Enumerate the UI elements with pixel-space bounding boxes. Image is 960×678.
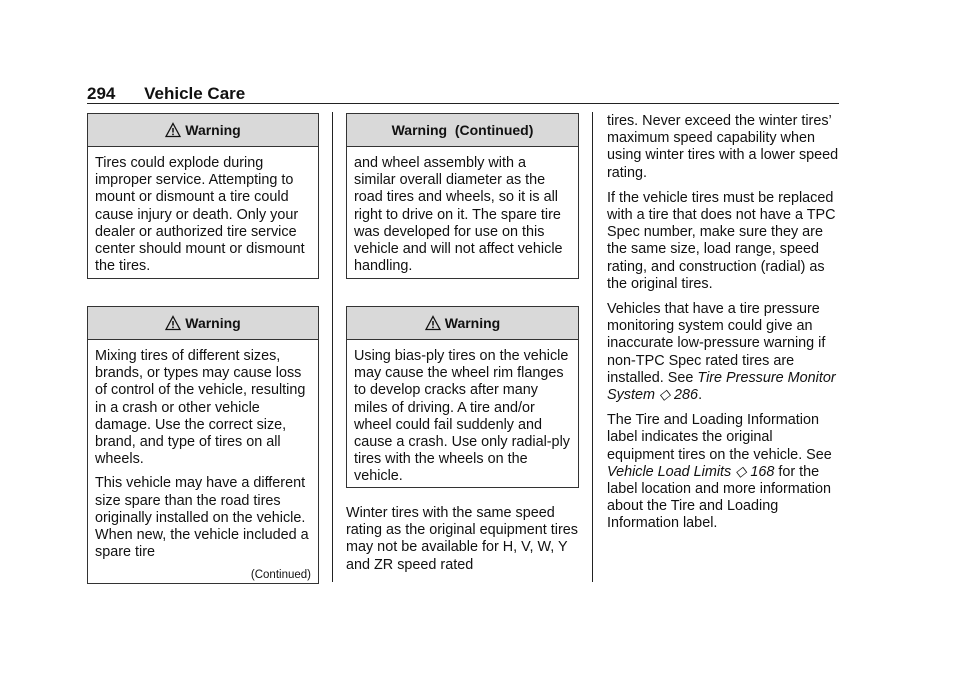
continued-label: (Continued) xyxy=(250,569,311,582)
column-2-text xyxy=(346,505,582,582)
body-paragraph xyxy=(607,412,843,532)
warning-text: Using bias-ply tires on the vehicle may cause the wheel rim flanges to develop cracks after many miles of driving. A tire and/or wheel could fail suddenly and cause a crash. Use only radial-ply tires with the wheels on the vehicle. xyxy=(354,348,570,485)
warning-text: Tires could explode during improper service. Attempting to mount or dismount a tire could cause injury or death. Only your dealer or authorized tire service center should mount or dismount the tires. xyxy=(95,155,305,275)
page-reference[interactable]: ◇ 168 xyxy=(735,463,775,480)
page-header xyxy=(87,84,245,104)
text-span: for the label location and more information about the Tire and Loading Information label. xyxy=(607,463,831,532)
cross-reference-link[interactable]: Tire Pressure Monitor System xyxy=(607,369,836,404)
body-paragraph: If the vehicle tires must be replaced with a tire that does not have a TPC Spec number, make sure they are the same size, load range, speed rating, and construction (radial) as the original tires. xyxy=(607,189,836,292)
warning-box-3 xyxy=(346,113,579,279)
warning-box-header xyxy=(347,307,578,340)
warning-box-2 xyxy=(87,306,319,584)
warning-text: This vehicle may have a different size spare than the road tires originally installed on the vehicle. When new, the vehicle included a spare tire xyxy=(95,475,309,561)
section-title: Vehicle Care xyxy=(144,84,246,103)
page-reference[interactable]: ◇ 286 xyxy=(658,387,699,404)
column-divider-2 xyxy=(592,112,593,582)
cross-reference-link[interactable]: Vehicle Load Limits xyxy=(607,463,732,480)
warning-title: Warning xyxy=(185,315,241,331)
text-span: The Tire and Loading Information label indicates the original equipment tires on the vehicle. See xyxy=(607,412,832,463)
warning-title: Warning (Continued) xyxy=(391,122,534,138)
warning-box-4 xyxy=(346,306,579,488)
column-3 xyxy=(607,113,843,541)
warning-box-1 xyxy=(87,113,319,279)
body-paragraph xyxy=(607,301,843,404)
warning-box-header xyxy=(347,114,578,147)
warning-triangle-icon xyxy=(165,122,181,138)
warning-title: Warning xyxy=(444,315,501,331)
text-span: . xyxy=(698,387,703,404)
warning-box-header xyxy=(88,307,318,340)
body-paragraph: tires. Never exceed the winter tires’ maximum speed capability when using winter tires with a lower speed rating. xyxy=(607,113,839,181)
warning-text: Mixing tires of different sizes, brands, or types may cause loss of control of the vehicle, resulting in a crash or other vehicle damage. Use the correct size, brand, and type of tires on all wheels. xyxy=(95,348,306,468)
text-span: Vehicles that have a tire pressure monitoring system could give an inaccurate low-pressure warning if non-TPC Spec rated tires are installed. See xyxy=(607,301,826,386)
warning-text: and wheel assembly with a similar overall diameter as the road tires and wheels, so it is all right to drive on it. The spare tire was developed for use on this vehicle and will not affect vehicle handling. xyxy=(354,155,563,275)
column-divider-1 xyxy=(332,112,333,582)
warning-title: Warning xyxy=(185,122,241,138)
page-number: 294 xyxy=(87,84,116,103)
body-paragraph: Winter tires with the same speed rating as the original equipment tires may not be available for H, V, W, Y and ZR speed rated xyxy=(346,505,578,573)
warning-triangle-icon xyxy=(165,315,181,331)
warning-box-header xyxy=(88,114,318,147)
header-rule xyxy=(87,103,839,104)
warning-triangle-icon xyxy=(425,315,441,331)
